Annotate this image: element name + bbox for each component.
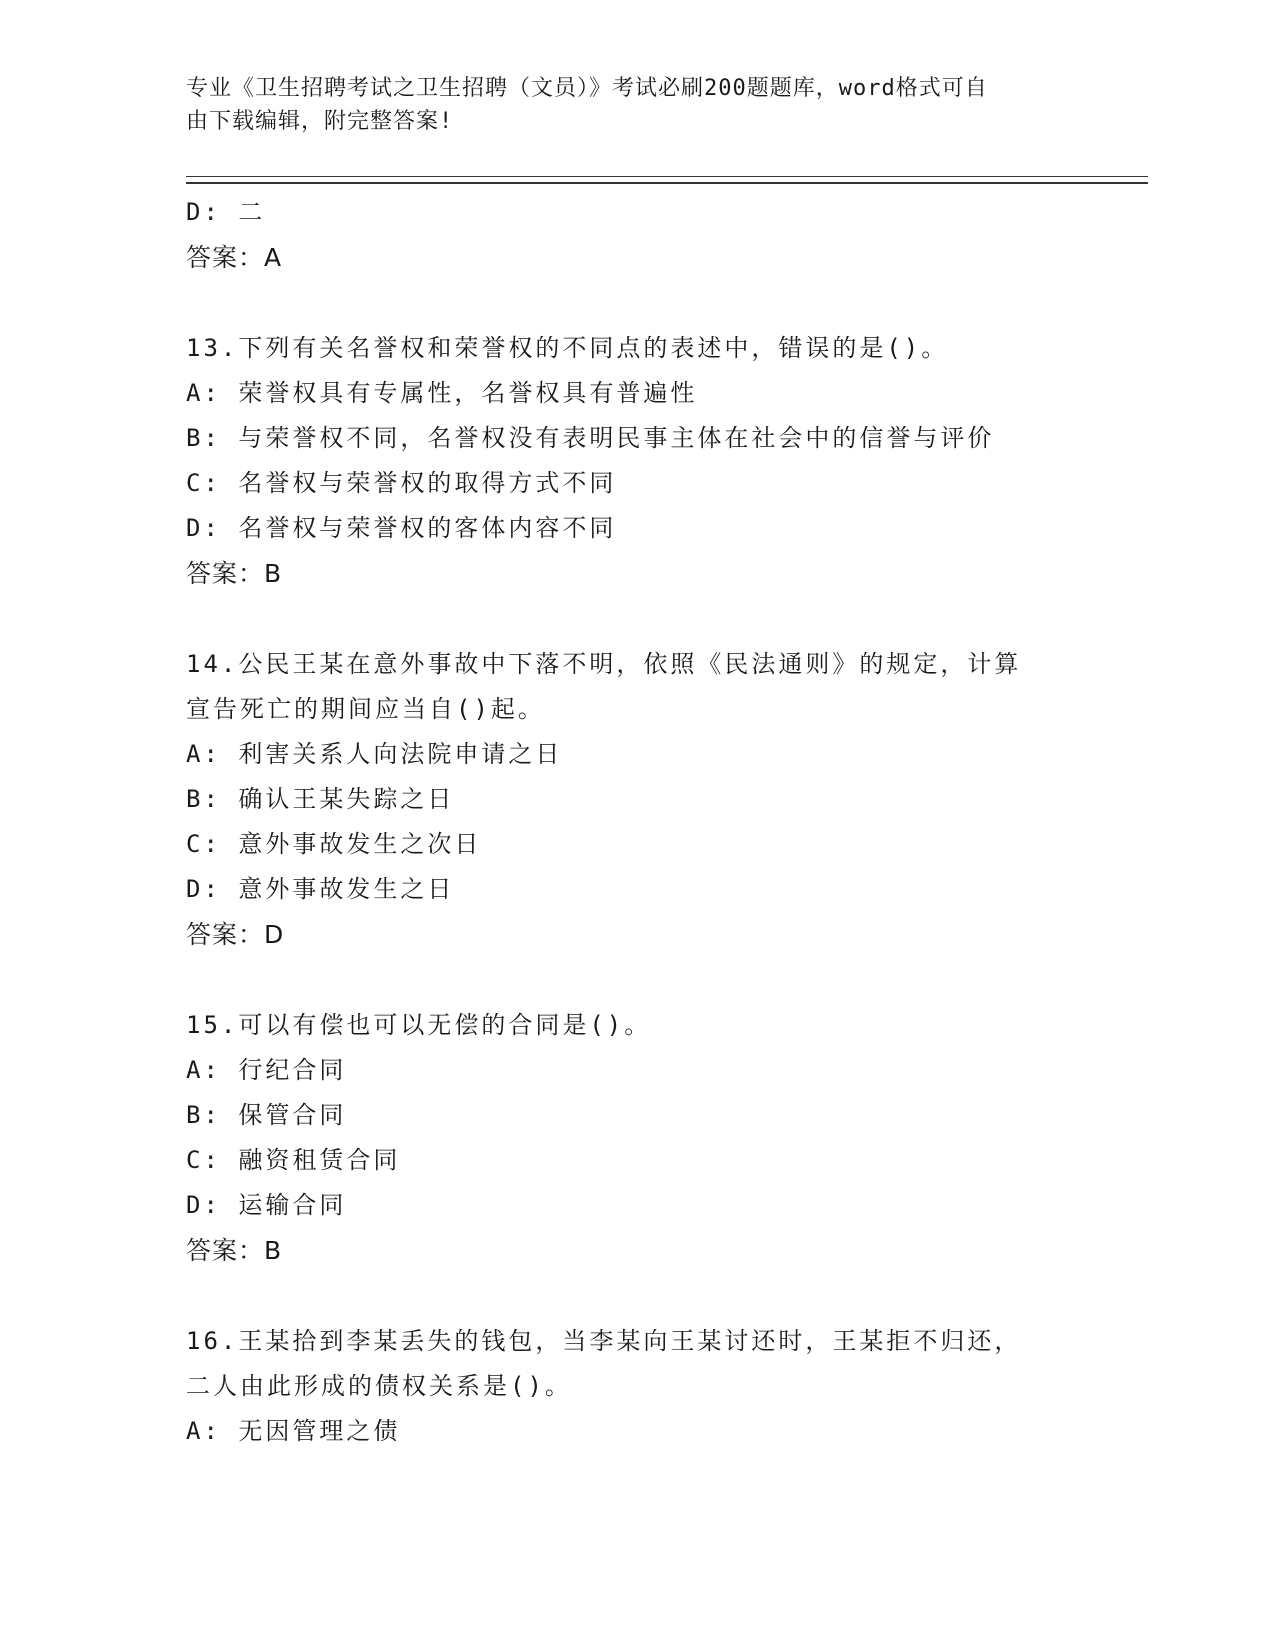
spacer — [186, 957, 1086, 1003]
question-stem-line-1: 16.王某拾到李某丢失的钱包，当李某向王某讨还时，王某拒不归还， — [186, 1327, 1022, 1355]
question-stem: 13.下列有关名誉权和荣誉权的不同点的表述中，错误的是()。 — [186, 334, 949, 362]
option-c: C: 名誉权与荣誉权的取得方式不同 — [186, 469, 617, 497]
question-stem: 15.可以有偿也可以无偿的合同是()。 — [186, 1011, 652, 1039]
option-b: B: 保管合同 — [186, 1101, 347, 1129]
option-b: B: 确认王某失踪之日 — [186, 785, 455, 813]
prev-answer: 答案：A — [186, 243, 283, 272]
header-line-1: 专业《卫生招聘考试之卫生招聘（文员）》考试必刷200题题库，word格式可自 — [186, 76, 988, 101]
spacer — [186, 596, 1086, 642]
option-c: C: 意外事故发生之次日 — [186, 830, 482, 858]
question-13 — [186, 326, 1086, 596]
question-14 — [186, 642, 1086, 957]
option-d: D: 意外事故发生之日 — [186, 875, 455, 903]
question-stem-line-2: 二人由此形成的债权关系是()。 — [186, 1372, 572, 1400]
option-d: D: 运输合同 — [186, 1191, 347, 1219]
header-divider — [186, 176, 1148, 184]
option-a: A: 利害关系人向法院申请之日 — [186, 740, 563, 768]
question-15 — [186, 1003, 1086, 1273]
spacer — [186, 280, 1086, 326]
option-c: C: 融资租赁合同 — [186, 1146, 401, 1174]
spacer — [186, 1273, 1086, 1319]
answer: 答案：D — [186, 920, 285, 949]
answer: 答案：B — [186, 1236, 283, 1265]
header-line-2: 由下载编辑，附完整答案! — [186, 109, 454, 134]
option-b: B: 与荣誉权不同，名誉权没有表明民事主体在社会中的信誉与评价 — [186, 424, 995, 452]
question-16 — [186, 1319, 1086, 1454]
option-a: A: 行纪合同 — [186, 1056, 347, 1084]
option-a: A: 荣誉权具有专属性，名誉权具有普遍性 — [186, 379, 698, 407]
question-stem-line-1: 14.公民王某在意外事故中下落不明，依照《民法通则》的规定，计算 — [186, 650, 1022, 678]
document-header — [186, 72, 1066, 138]
answer: 答案：B — [186, 559, 283, 588]
question-stem-line-2: 宣告死亡的期间应当自()起。 — [186, 695, 545, 723]
document-body — [186, 190, 1086, 1454]
prev-option-d: D: 二 — [186, 198, 266, 226]
option-a: A: 无因管理之债 — [186, 1417, 401, 1445]
option-d: D: 名誉权与荣誉权的客体内容不同 — [186, 514, 617, 542]
